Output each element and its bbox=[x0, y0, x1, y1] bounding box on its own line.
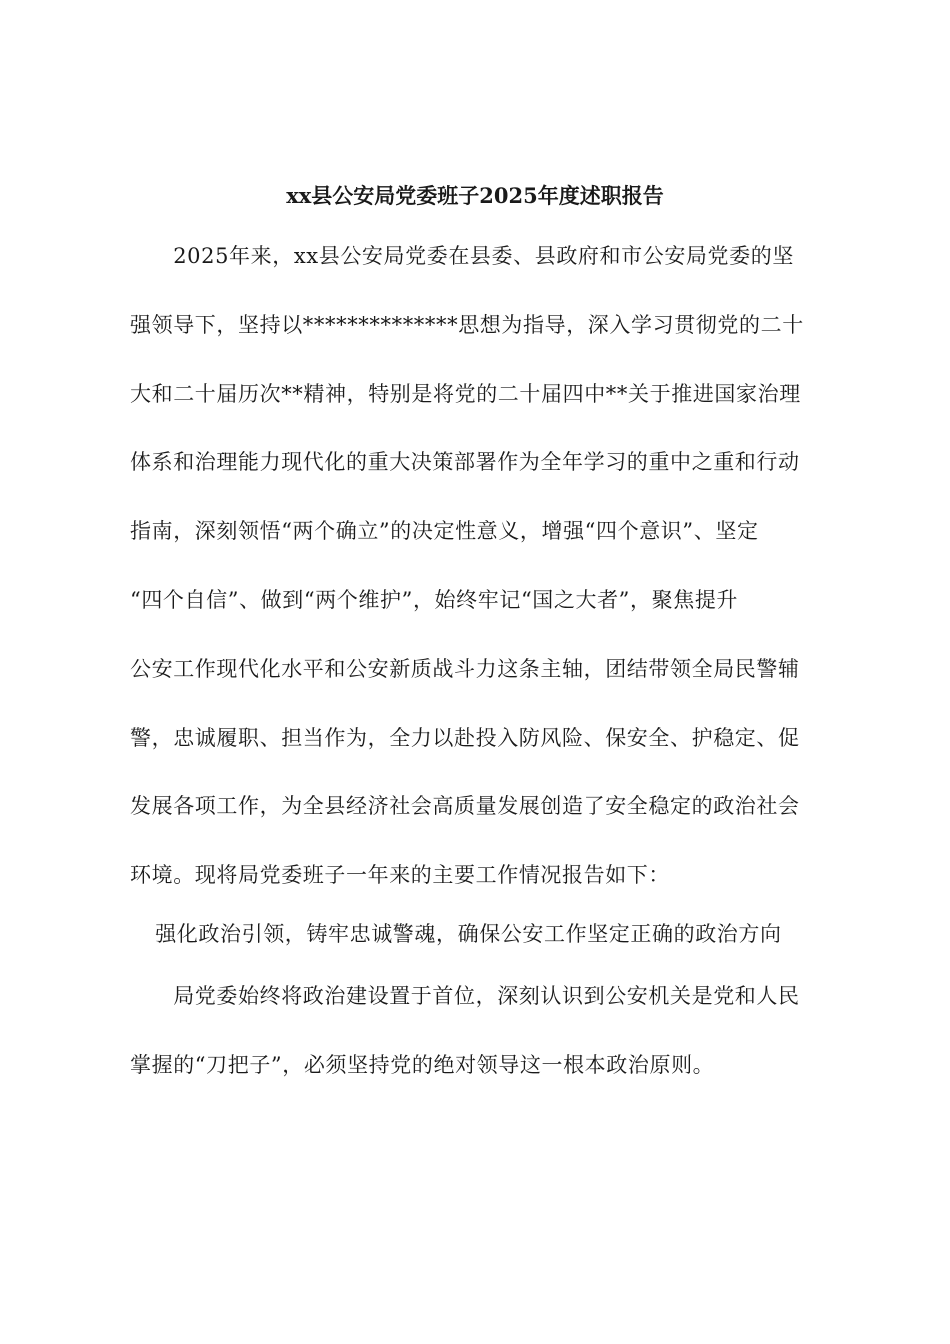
text-line: 大和二十届历次**精神，特别是将党的二十届四中**关于推进国家治理 bbox=[130, 381, 801, 406]
text-line: 环境。现将局党委班子一年来的主要工作情况报告如下： bbox=[130, 863, 670, 888]
text-line: 强领导下，坚持以**************思想为指导，深入学习贯彻党的二十 bbox=[130, 312, 804, 337]
text-line: 体系和治理能力现代化的重大决策部署作为全年学习的重中之重和行动 bbox=[130, 450, 800, 475]
text-line: 局党委始终将政治建设置于首位，深刻认识到公安机关是党和人民 bbox=[130, 984, 800, 1008]
text-line: 2025年来，xx县公安局党委在县委、县政府和市公安局党委的坚 bbox=[130, 244, 794, 268]
text-line: 公安工作现代化水平和公安新质战斗力这条主轴，团结带领全局民警辅 bbox=[130, 656, 800, 681]
text-line: 指南，深刻领悟“两个确立”的决定性意义，增强“四个意识”、坚定 bbox=[130, 519, 759, 544]
text-line: 发展各项工作，为全县经济社会高质量发展创造了安全稳定的政治社会 bbox=[130, 794, 800, 819]
section-heading: 强化政治引领，铸牢忠诚警魂，确保公安工作坚定正确的政治方向 bbox=[112, 922, 782, 946]
text-line: 掌握的“刀把子”，必须坚持党的绝对领导这一根本政治原则。 bbox=[130, 1052, 715, 1077]
document-title: xx县公安局党委班子2025年度述职报告 bbox=[286, 183, 664, 208]
text-line: “四个自信”、做到“两个维护”，始终牢记“国之大者”，聚焦提升 bbox=[130, 588, 739, 612]
text-line: 警，忠诚履职、担当作为，全力以赴投入防风险、保安全、护稳定、促 bbox=[130, 725, 800, 750]
